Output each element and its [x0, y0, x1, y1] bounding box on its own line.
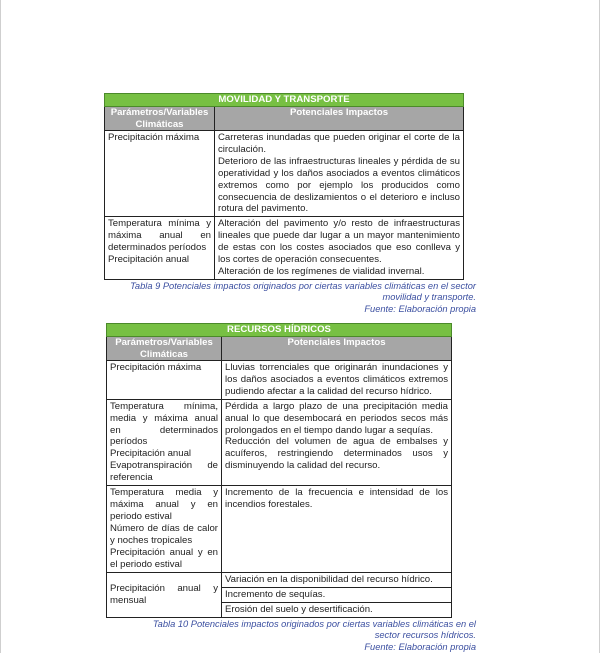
param-text: Precipitación anual [108, 254, 190, 266]
param-text: Temperatura media y máxima anual y en periodo estival [110, 487, 218, 522]
impact-text: Reducción del volumen de agua de embalses y acuíferos, restringiendo determinados usos y disminuyendo la calidad del recurso. [225, 436, 448, 472]
column-header-parametros: Parámetros/Variables Climáticas [105, 107, 215, 131]
param-text: Temperatura mínima, media y máxima anual en determinados períodos [110, 400, 218, 448]
impact-text: Carreteras inundadas que pueden originar el corte de la circulación. [218, 132, 460, 155]
impact-cell: Erosión del suelo y desertificación. [222, 602, 452, 617]
table-section-title: MOVILIDAD Y TRANSPORTE [105, 94, 464, 107]
table-caption [104, 280, 476, 316]
caption-line: sector recursos hídricos. [374, 630, 476, 641]
table-row [105, 131, 464, 217]
table-row [107, 486, 452, 573]
table-row [107, 361, 452, 400]
impact-text: Alteración del pavimento y/o resto de infraestructuras lineales que puede dar lugar a un mayor mantenimiento de estas con los costes asociados que eso conlleva y los cortes de operación consecuentes. [218, 218, 460, 266]
table-caption [106, 618, 476, 653]
param-cell [107, 399, 222, 485]
impact-text: Pérdida a largo plazo de una precipitación media anual lo que desembocará en periodos secos más prolongados en el tiempo dando lugar a sequías. [225, 400, 448, 436]
page-edge-left [0, 0, 1, 653]
caption-line: Tabla 9 Potenciales impactos originados por ciertas variables climáticas en el sector [130, 280, 476, 291]
param-text: Precipitación máxima [108, 132, 200, 143]
table-block-recursos [106, 323, 476, 653]
param-text: Temperatura mínima y máxima anual en determinados períodos [108, 218, 211, 254]
caption-source: Fuente: Elaboración propia [364, 303, 476, 314]
table-movilidad-transporte [104, 93, 464, 280]
table-row [105, 217, 464, 280]
param-text: Precipitación anual [110, 448, 192, 460]
param-text: Precipitación anual y en el periodo estival [110, 546, 218, 570]
param-text: Número de días de calor y noches tropicales [110, 522, 218, 546]
table-row [107, 399, 452, 485]
table-section-title: RECURSOS HÍDRICOS [107, 324, 452, 337]
param-text: Precipitación anual y mensual [110, 583, 218, 606]
param-text: Evapotranspiración de referencia [110, 460, 218, 484]
impact-cell: Incremento de sequías. [222, 587, 452, 602]
impact-text: Lluvias torrenciales que originarán inundaciones y los daños asociados a eventos climáticos extremos pudiendo afectar a la calidad del recurso hídrico. [225, 362, 448, 397]
impact-text: Alteración de los regímenes de vialidad invernal. [218, 265, 425, 277]
column-header-parametros: Parámetros/Variables Climáticas [107, 337, 222, 361]
column-header-impactos: Potenciales Impactos [222, 337, 452, 361]
impact-text: Incremento de la frecuencia e intensidad de los incendios forestales. [225, 487, 448, 510]
param-cell [107, 361, 222, 400]
impact-cell [222, 361, 452, 400]
impact-cell [222, 486, 452, 573]
impact-cell [215, 217, 464, 280]
impact-cell [215, 131, 464, 217]
caption-source: Fuente: Elaboración propia [364, 641, 476, 652]
param-cell [107, 486, 222, 573]
column-header-impactos: Potenciales Impactos [215, 107, 464, 131]
param-cell [105, 131, 215, 217]
impact-cell [222, 399, 452, 485]
param-cell [107, 573, 222, 618]
param-cell [105, 217, 215, 280]
impact-text: Deterioro de las infraestructuras lineales y pérdida de su operatividad y los daños asociados a eventos climáticos extremos como por ejemplo los producidos como consecuencia de deslizamientos o el deterioro e incluso rotura del pavimento. [218, 155, 460, 215]
impact-cell: Variación en la disponibilidad del recurso hídrico. [222, 573, 452, 588]
table-recursos-hidricos [106, 323, 452, 618]
table-row [107, 573, 452, 588]
caption-line: movilidad y transporte. [382, 292, 476, 303]
param-text: Precipitación máxima [110, 362, 202, 373]
table-block-movilidad [104, 93, 476, 315]
caption-line: Tabla 10 Potenciales impactos originados por ciertas variables climáticas en el [152, 618, 476, 629]
